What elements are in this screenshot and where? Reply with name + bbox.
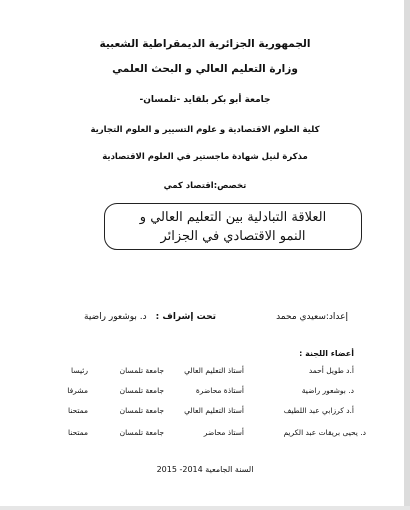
committee-member-role: رئيسا bbox=[71, 366, 88, 375]
thesis-title-line-1: العلاقة التبادلية بين التعليم العالي و bbox=[139, 210, 327, 225]
committee-member-university: جامعة تلمسان bbox=[119, 406, 164, 415]
committee-member-rank: أستاذ التعليم العالي bbox=[184, 406, 244, 415]
committee-heading: أعضاء اللجنة : bbox=[299, 349, 354, 358]
thesis-title-line-2: النمو الاقتصادي في الجزائر bbox=[160, 229, 306, 244]
university-line: جامعة أبو بكر بلقايد -تلمسان- bbox=[139, 95, 271, 105]
committee-member-role: مشرفا bbox=[67, 386, 88, 395]
committee-member-name: د. يحيى بريقات عبد الكريم bbox=[283, 428, 366, 437]
committee-member-university: جامعة تلمسان bbox=[119, 428, 164, 437]
thesis-type-line: مذكرة لنيل شهادة ماجستير في العلوم الاقتصادية bbox=[102, 152, 308, 162]
page-edge-bottom bbox=[0, 506, 410, 510]
committee-member-name: د. بوشعور راضية bbox=[301, 386, 354, 395]
thesis-title-box bbox=[104, 203, 362, 250]
committee-member-rank: أستاذة محاضرة bbox=[195, 386, 244, 395]
committee-member-name: أ.د طويل أحمد bbox=[308, 366, 354, 375]
committee-member-rank: أستاذ محاضر bbox=[203, 428, 244, 437]
committee-member-university: جامعة تلمسان bbox=[119, 366, 164, 375]
prepared-by: إعداد:سعيدي محمد bbox=[276, 312, 348, 322]
academic-year: السنة الجامعية 2014- 2015 bbox=[156, 465, 254, 474]
ministry-line: وزارة التعليم العالي و البحث العلمي bbox=[112, 63, 298, 75]
supervisor-name: د. بوشعور راضية bbox=[84, 312, 147, 322]
supervision-label: تحت إشراف : bbox=[155, 312, 216, 322]
specialization-line: تخصص:اقتصاد كمي bbox=[163, 181, 247, 191]
faculty-line: كلية العلوم الاقتصادية و علوم التسيير و العلوم التجارية bbox=[90, 125, 320, 135]
page-edge-right bbox=[404, 0, 410, 510]
committee-member-role: ممتحنا bbox=[67, 406, 88, 415]
committee-member-university: جامعة تلمسان bbox=[119, 386, 164, 395]
committee-member-role: ممتحنا bbox=[67, 428, 88, 437]
committee-member-name: أ.د كرزابي عبد اللطيف bbox=[283, 406, 354, 415]
republic-line: الجمهورية الجزائرية الديمقراطية الشعبية bbox=[99, 38, 311, 50]
committee-member-rank: أستاذ التعليم العالي bbox=[184, 366, 244, 375]
